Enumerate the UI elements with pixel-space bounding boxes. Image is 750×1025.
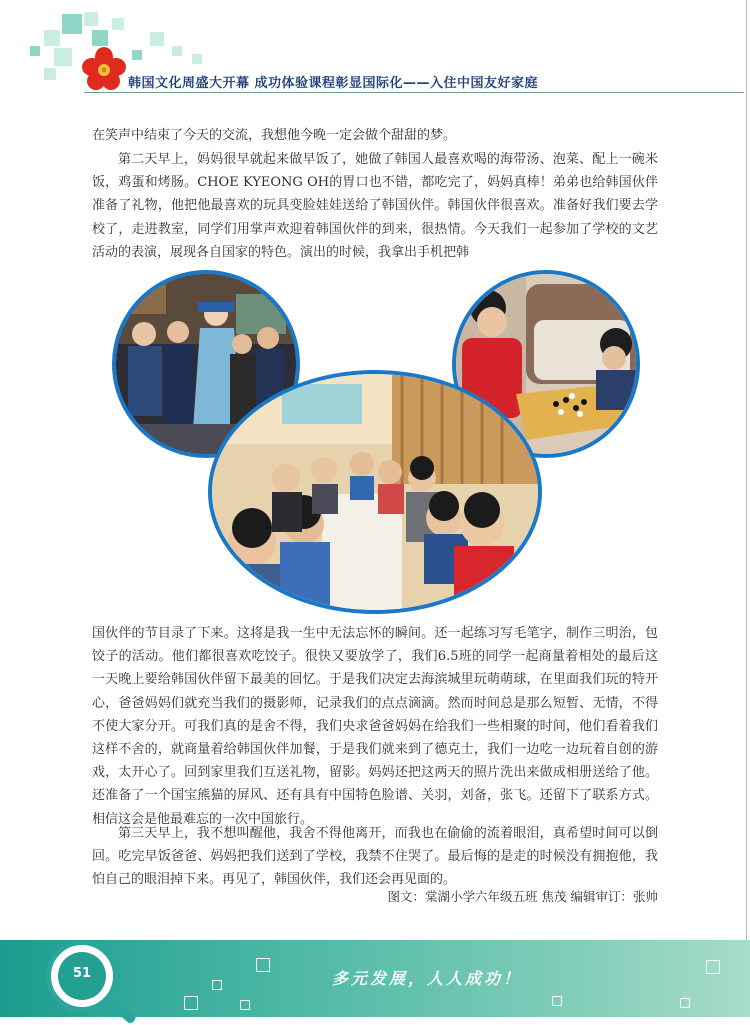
paragraph-1: 在笑声中结束了今天的交流，我想他今晚一定会做个甜甜的梦。 bbox=[92, 128, 457, 143]
page-edge-line bbox=[746, 0, 747, 940]
paragraph-3: 国伙伴的节目录了下来。这将是我一生中无法忘怀的瞬间。还一起练习写毛笔字，制作三明治，包饺子的活动。他们都很喜欢吃饺子。很快又要放学了，我们6.5班的同学一起商量着相处的最后这一天晚上要给韩国伙伴留下最美的回忆。于是我们决定去海滨城里玩萌萌球，在里面我们玩的特开心，爸爸妈妈们就充当我们的摄影师，记录我们的点点滴滴。然而时间总是那么短暂、无情，不得不使大家分开。可我们真的是舍不得，我们央求爸爸妈妈在给我们一些相聚的时间，他们看着我们这样不舍的，就商量着给韩国伙伴加餐，于是我们就来到了德克士，我们一边吃一边玩着自创的游戏，太开心了。回到家里我们互送礼物，留影。妈妈还把这两天的照片洗出来做成相册送给了他。还准备了一个国宝熊猫的屏风、还有具有中国特色脸谱、关羽，刘备，张飞。还留下了联系方式。相信这会是他最难忘的一次中国旅行。 bbox=[92, 626, 658, 827]
photo-group-restaurant bbox=[208, 370, 542, 614]
paragraph-4: 第三天早上，我不想叫醒他，我舍不得他离开，而我也在偷偷的流着眼泪，真希望时间可以倒回。吃完早饭爸爸、妈妈把我们送到了学校，我禁不住哭了。最后悔的是走的时候没有拥抱他，我怕自己的眼泪掉下来。再见了，韩国伙伴，我们还会再见面的。 bbox=[92, 826, 658, 888]
header-divider bbox=[84, 92, 744, 93]
header-title: 韩国文化周盛大开幕 成功体验课程彰显国际化——入住中国友好家庭 bbox=[128, 76, 539, 91]
flower-logo-icon bbox=[80, 46, 128, 92]
page-number: 51 bbox=[72, 966, 92, 981]
paragraph-2: 第二天早上，妈妈很早就起来做早饭了，她做了韩国人最喜欢喝的海带汤、泡菜、配上一碗米饭，鸡蛋和烤肠。CHOE KYEONG OH的胃口也不错，都吃完了，妈妈真棒！弟弟也给韩国伙伴准备了礼物，他把他最喜欢的玩具变脸娃娃送给了韩国伙伴。韩国伙伴很喜欢。准备好我们要去学校了，走进教室，同学们用掌声欢迎着韩国伙伴的到来，很热情。今天我们一起参加了学校的文艺活动的表演，展现各自国家的特色。演出的时候，我拿出手机把韩 bbox=[92, 152, 658, 260]
footer-slogan: 多元发展，人人成功！ bbox=[332, 969, 523, 988]
article-credit: 图文：棠湖小学六年级五班 焦茂 编辑审订：张帅 bbox=[387, 889, 658, 904]
